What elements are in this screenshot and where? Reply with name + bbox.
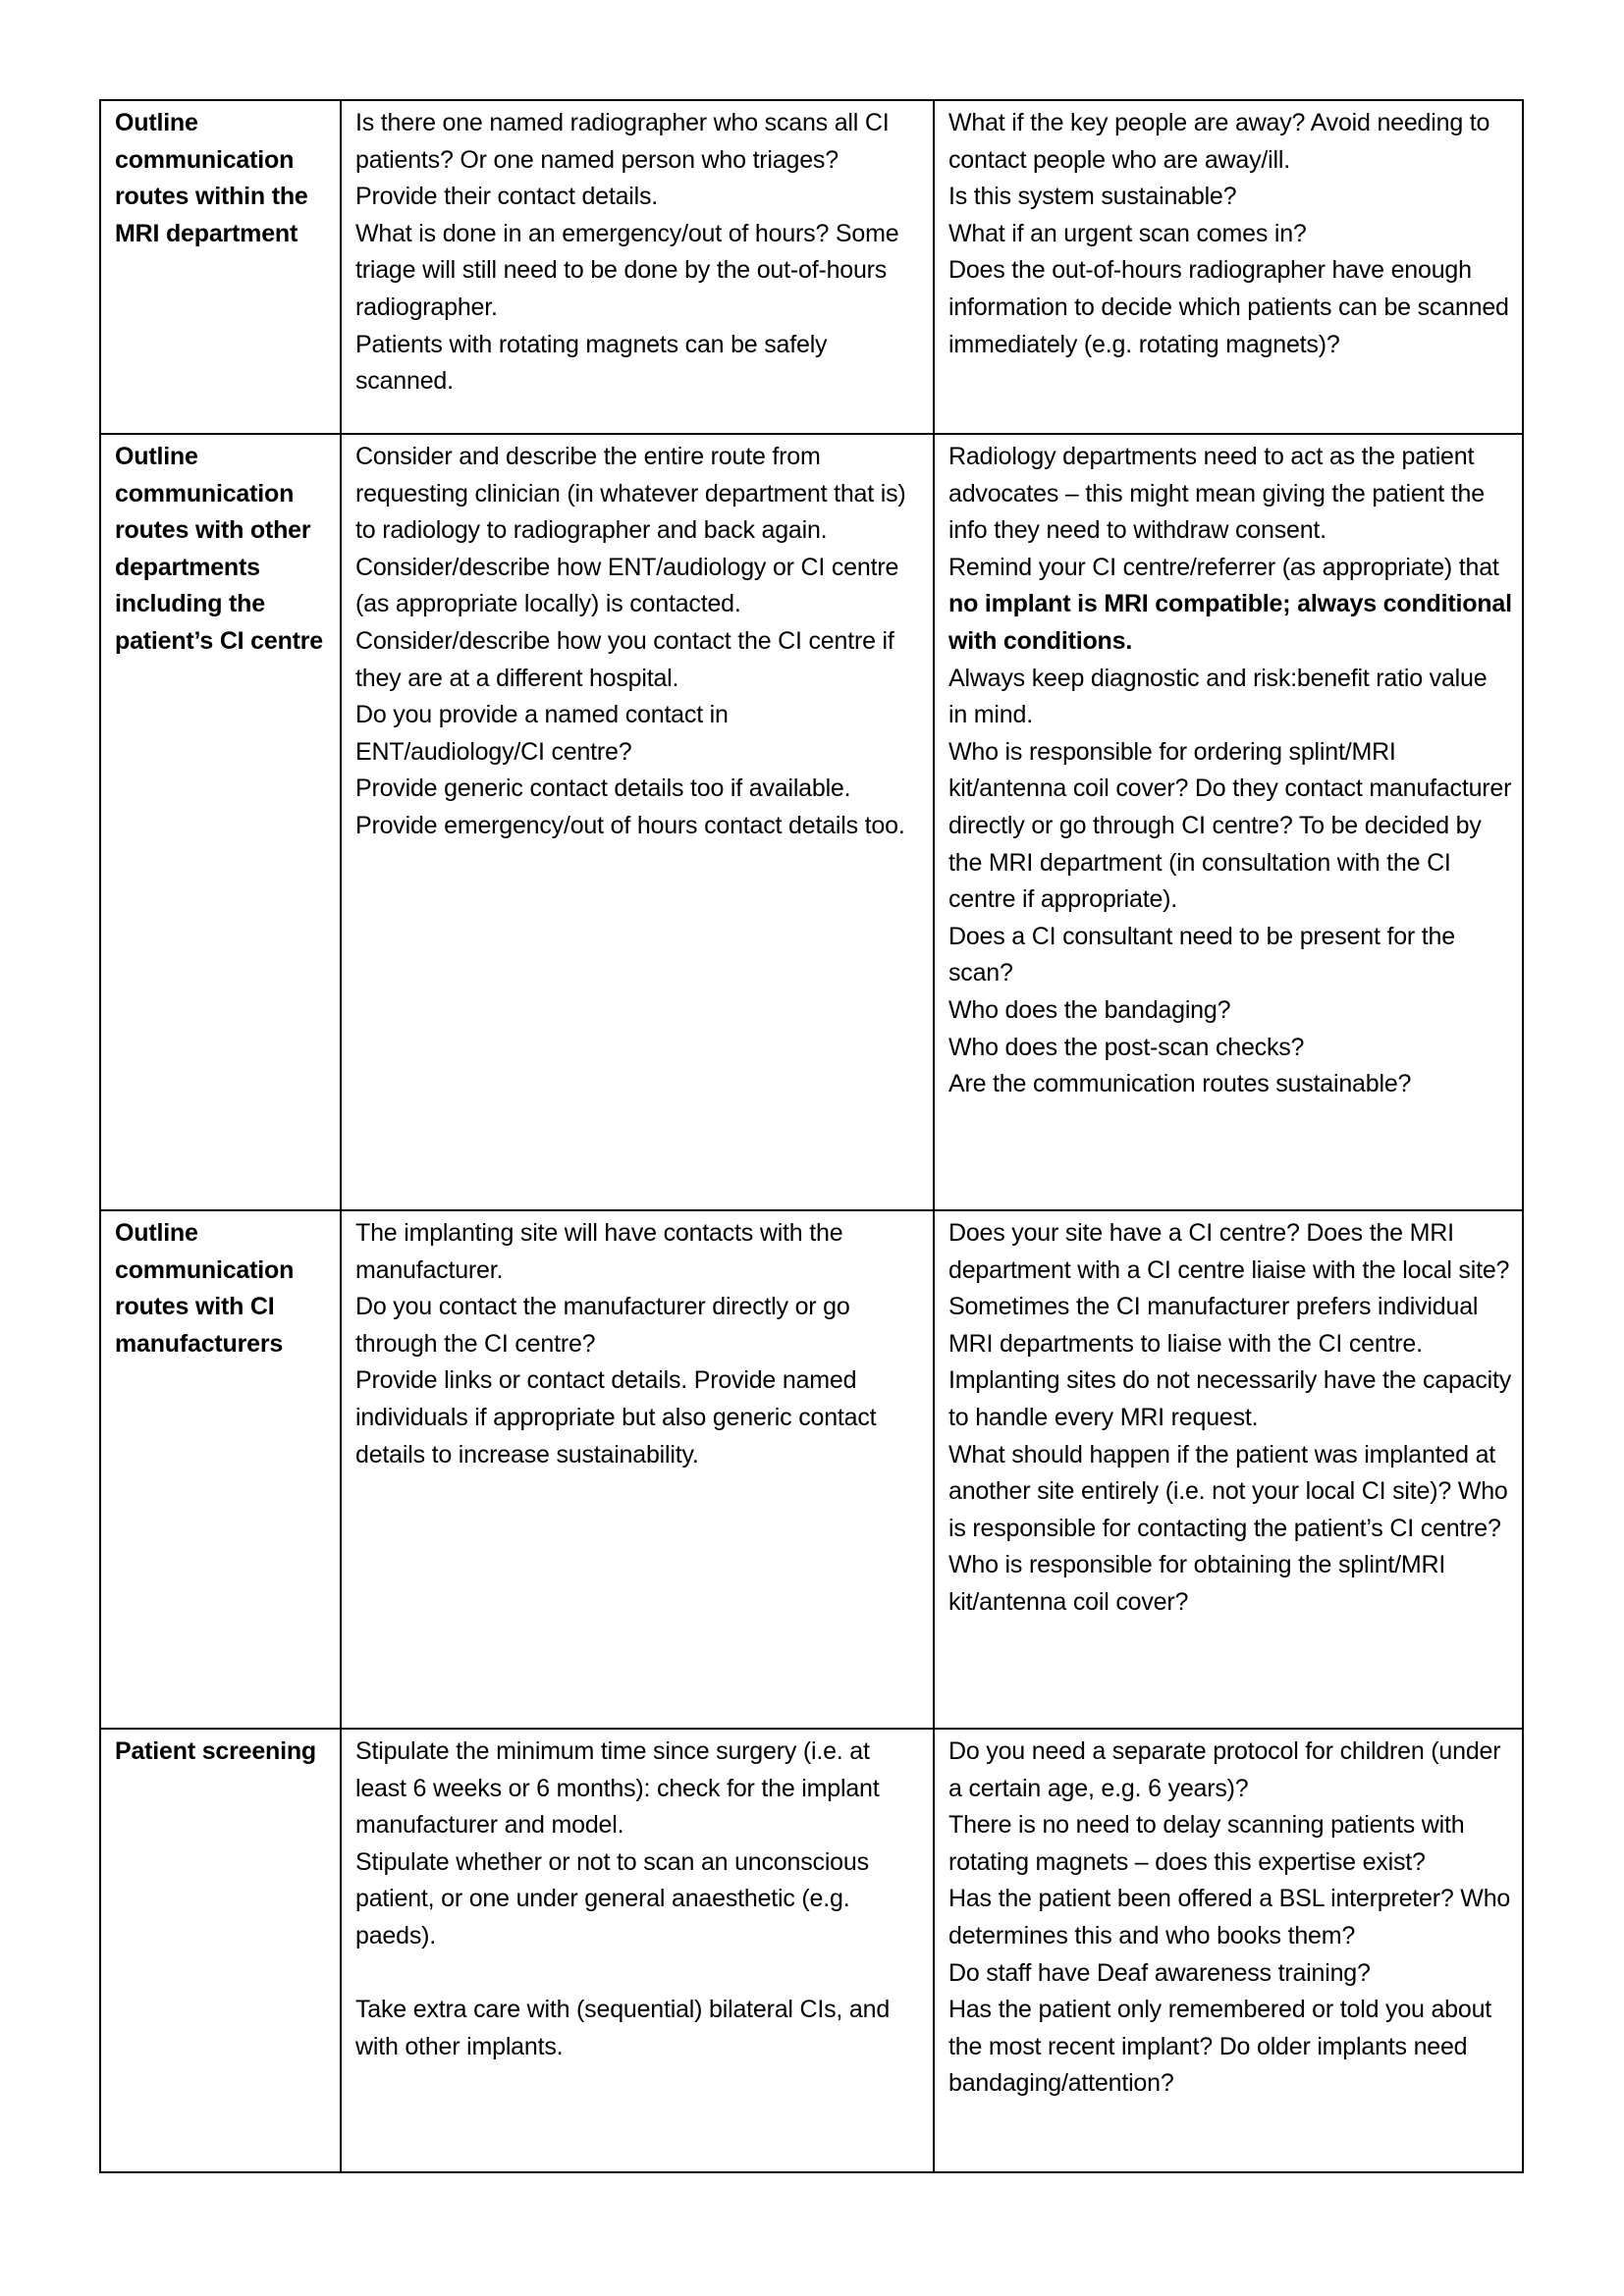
- note-suffix: .: [1125, 626, 1133, 655]
- topic-text: Patient screening: [115, 1737, 316, 1765]
- note-line: Do staff have Deaf awareness training?: [948, 1958, 1371, 1987]
- consideration-line: Provide their contact details.: [355, 183, 659, 211]
- note-line: Who is responsible for obtaining the splint/MRI kit/antenna coil cover?: [948, 1551, 1446, 1616]
- consideration-line: Do you provide a named contact in ENT/audiology/CI centre?: [355, 701, 729, 766]
- consideration-line: Provide links or contact details. Provide named individuals if appropriate but also generic contact details to increase sustainability.: [355, 1366, 877, 1468]
- notes-cell: [934, 1210, 1523, 1729]
- notes-cell: [934, 100, 1523, 434]
- topic-text: Outline communication routes with CI manufacturers: [115, 1219, 295, 1358]
- consideration-line: Take extra care with (sequential) bilateral CIs, and with other implants.: [355, 1996, 891, 2060]
- note-line: Implanting sites do not necessarily have the capacity to handle every MRI request.: [948, 1366, 1512, 1431]
- note-line: Sometimes the CI manufacturer prefers individual MRI departments to liaise with the CI centre.: [948, 1293, 1479, 1358]
- table-row: [100, 100, 1523, 434]
- topic-cell: [100, 1210, 341, 1729]
- note-line: Does your site have a CI centre? Does the MRI department with a CI centre liaise with the local site?: [948, 1219, 1510, 1284]
- note-line: Radiology departments need to act as the patient advocates – this might mean giving the patient the info they need to withdraw consent.: [948, 443, 1485, 545]
- table-row: [100, 434, 1523, 1210]
- topic-cell: [100, 1729, 341, 2172]
- note-line: What should happen if the patient was implanted at another site entirely (i.e. not your local CI site)? Who is responsible for contacting the patient’s CI centre?: [948, 1440, 1508, 1542]
- note-line: Is this system sustainable?: [948, 183, 1237, 211]
- considerations-cell: [341, 1729, 934, 2172]
- note-line: Has the patient been offered a BSL interpreter? Who determines this and who books them?: [948, 1885, 1511, 1949]
- consideration-line: Consider and describe the entire route from requesting clinician (in whatever department that is) to radiology to radiographer and back again.: [355, 443, 906, 545]
- note-line: There is no need to delay scanning patients with rotating magnets – does this expertise exist?: [948, 1811, 1465, 1876]
- consideration-line: What is done in an emergency/out of hours? Some triage will still need to be done by the out-of-hours radiographer.: [355, 219, 899, 321]
- topic-cell: [100, 100, 341, 434]
- note-line: Who is responsible for ordering splint/MRI kit/antenna coil cover? Do they contact manufacturer directly or go through CI centre? To be decided by the MRI department (in consultation with the CI centre if appropriate).: [948, 737, 1512, 914]
- note-line: Does a CI consultant need to be present for the scan?: [948, 922, 1455, 988]
- note-line: Who does the bandaging?: [948, 995, 1231, 1024]
- note-line: Has the patient only remembered or told you about the most recent implant? Do older implants need bandaging/attention?: [948, 1996, 1492, 2098]
- table-row: [100, 1729, 1523, 2172]
- note-line: Who does the post-scan checks?: [948, 1033, 1305, 1061]
- consideration-line: Do you contact the manufacturer directly or go through the CI centre?: [355, 1293, 850, 1358]
- note-line: Does the out-of-hours radiographer have enough information to decide which patients can be scanned immediately (e.g. rotating magnets)?: [948, 256, 1509, 358]
- topic-text: Outline communication routes with other departments including the patient’s CI centre: [115, 443, 323, 655]
- note-line: Do you need a separate protocol for children (under a certain age, e.g. 6 years)?: [948, 1737, 1501, 1802]
- note-line: Are the communication routes sustainable?: [948, 1070, 1412, 1098]
- consideration-line: Stipulate whether or not to scan an unconscious patient, or one under general anaesthetic (e.g. paeds).: [355, 1847, 869, 1949]
- note-prefix: Remind your CI centre/referrer (as appropriate) that: [948, 553, 1499, 581]
- consideration-line: Is there one named radiographer who scans all CI patients? Or one named person who triages?: [355, 109, 890, 174]
- note-line-emphasis: [948, 550, 1512, 661]
- consideration-line: Stipulate the minimum time since surgery (i.e. at least 6 weeks or 6 months): check for the implant manufacturer and model.: [355, 1737, 880, 1840]
- considerations-cell: [341, 434, 934, 1210]
- considerations-cell: [341, 1210, 934, 1729]
- consideration-line: Provide generic contact details too if available.: [355, 774, 851, 803]
- topic-cell: [100, 434, 341, 1210]
- notes-cell: [934, 1729, 1523, 2172]
- table-row: [100, 1210, 1523, 1729]
- topic-text: Outline communication routes within the MRI department: [115, 109, 308, 247]
- consideration-line: Consider/describe how you contact the CI centre if they are at a different hospital.: [355, 626, 894, 692]
- consideration-line: Consider/describe how ENT/audiology or CI centre (as appropriate locally) is contacted.: [355, 553, 899, 618]
- consideration-line: Provide emergency/out of hours contact details too.: [355, 811, 905, 839]
- considerations-cell: [341, 100, 934, 434]
- consideration-line: The implanting site will have contacts with the manufacturer.: [355, 1219, 843, 1284]
- blank-line: [355, 1955, 923, 1993]
- notes-cell: [934, 434, 1523, 1210]
- note-line: What if the key people are away? Avoid needing to contact people who are away/ill.: [948, 109, 1490, 174]
- note-line: Always keep diagnostic and risk:benefit ratio value in mind.: [948, 664, 1488, 729]
- mri-conditional-warning: no implant is MRI compatible; always conditional with conditions: [948, 590, 1512, 655]
- note-line: What if an urgent scan comes in?: [948, 219, 1307, 247]
- consideration-line: Patients with rotating magnets can be safely scanned.: [355, 330, 828, 396]
- protocol-guidance-table: [99, 99, 1524, 2173]
